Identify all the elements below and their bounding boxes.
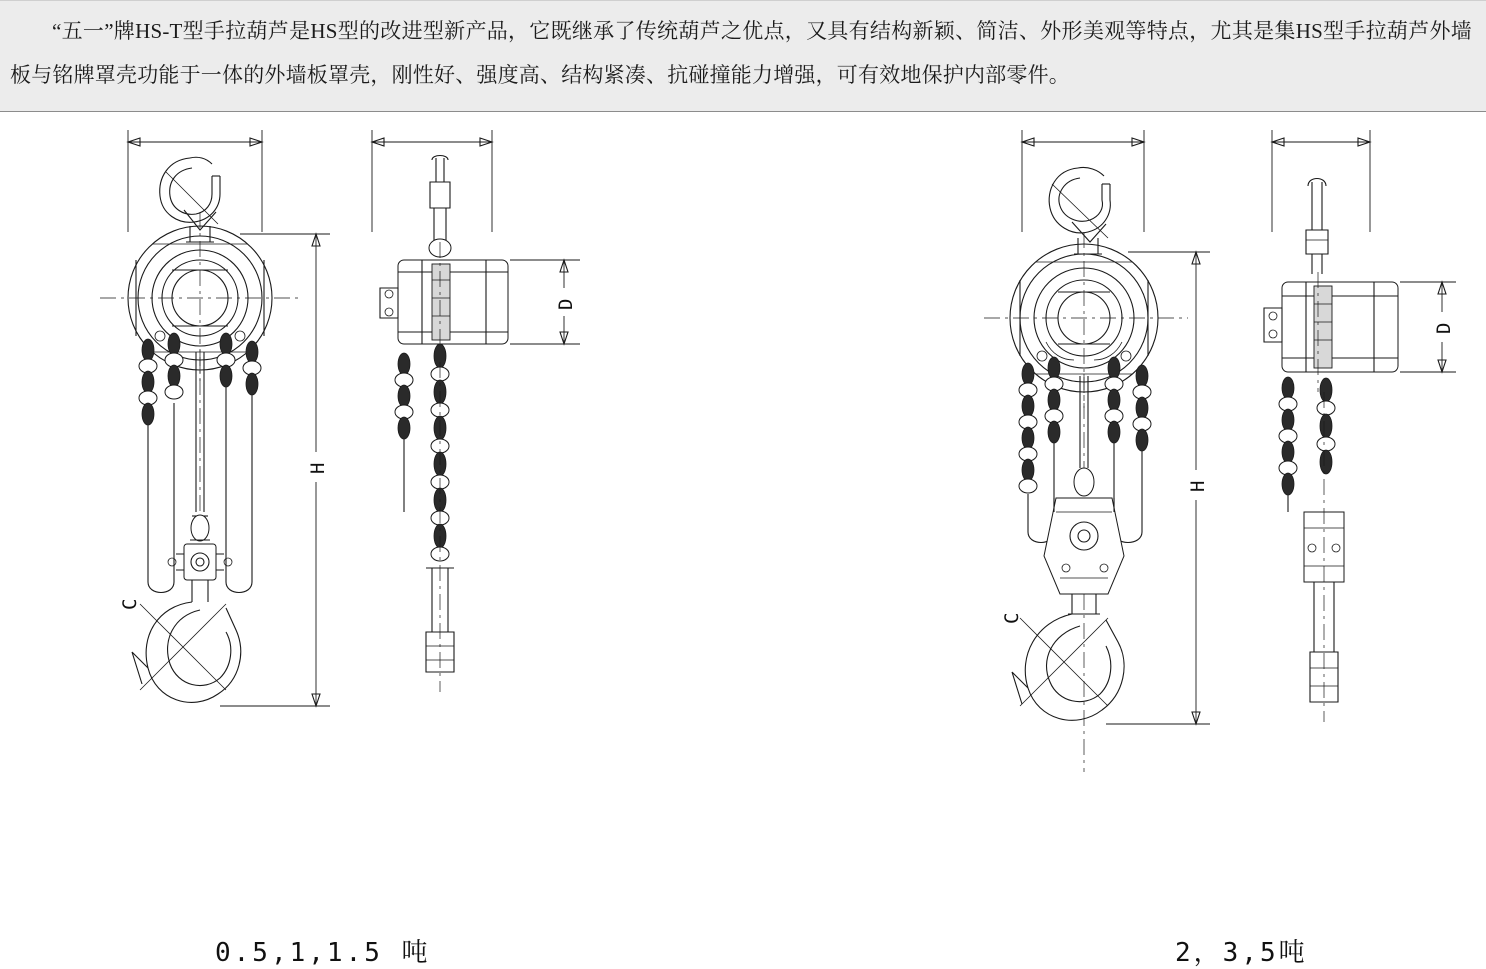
side-view-large (1264, 130, 1456, 722)
dimension-h-label-right: H (1187, 480, 1209, 492)
top-hook-front (160, 157, 220, 242)
dimension-h-label-left: H (307, 462, 329, 474)
technical-drawing-area (0, 112, 1486, 968)
figure-small-capacity (40, 112, 680, 918)
dimension-a-left (128, 130, 262, 232)
description-paragraph: “五一”牌HS-T型手拉葫芦是HS型的改进型新产品，它既继承了传统葫芦之优点，又具有结构新颖、简洁、外形美观等特点，尤其是集HS型手拉葫芦外墙板与铭牌罩壳功能于一体的外墙板罩壳，刚性好、强度高、结构紧凑、抗碰撞能力增强，可有效地保护内部零件。 (10, 19, 1472, 87)
dimension-a-right (1022, 130, 1144, 232)
figure-large-capacity-caption: 2，3,5吨 (1175, 938, 1308, 968)
dimension-h-left (220, 234, 330, 706)
bottom-hook-right (1001, 594, 1124, 772)
figure-large-capacity-svg (900, 112, 1480, 918)
top-hook-front-right (1049, 167, 1110, 254)
side-view-small (372, 130, 580, 692)
dimension-d-label-right: D (1433, 322, 1455, 334)
dimension-c-label-left: C (119, 598, 141, 610)
hoist-body-front-right (984, 232, 1188, 408)
figure-small-capacity-svg (40, 112, 680, 918)
figure-small-capacity-caption: 0.5,1,1.5 吨 (215, 938, 431, 968)
description-banner (0, 0, 1486, 112)
dimension-c-label-right: C (1001, 612, 1023, 624)
figure-large-capacity (900, 112, 1480, 918)
bottom-hook-left (119, 544, 241, 702)
hoist-body-front (100, 212, 302, 384)
dimension-d-label-left: D (555, 298, 577, 310)
